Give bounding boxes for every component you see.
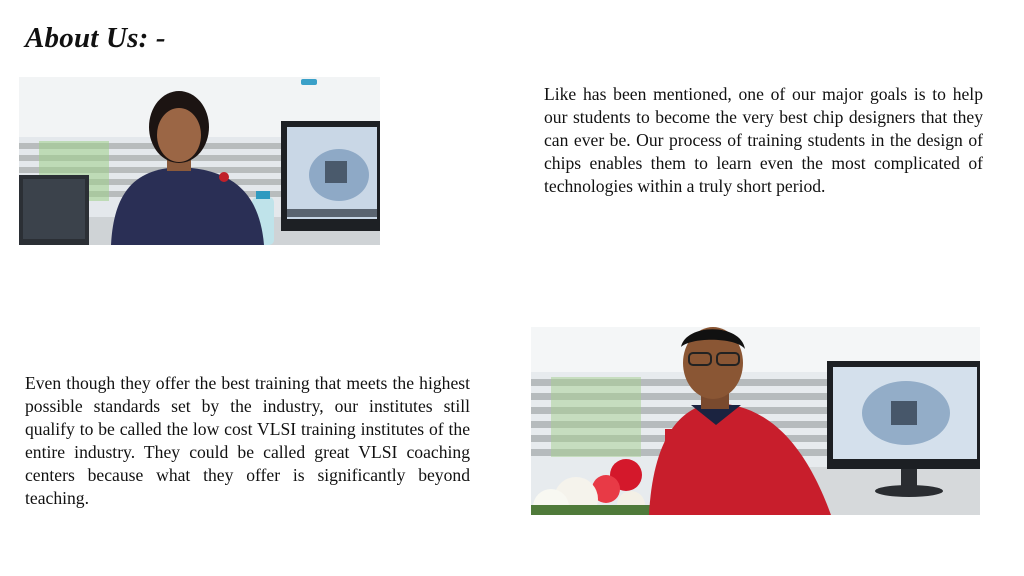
page-title: About Us: - [25,22,166,54]
paragraph-low-cost-training: Even though they offer the best training that meets the highest possible standards set by the industry, our institutes still qualify to be called the low cost VLSI training institutes of the entire industry. They could be called great VLSI coaching centers because what they offer is significantly beyond teaching. [25,373,470,508]
photo-woman-speaking [19,77,380,245]
paragraph-goals: Like has been mentioned, one of our major goals is to help our students to become the very best chip designers that they can ever be. Our process of training students in the design of chips enables them to learn even the most complicated of technologies within a truly short period. [544,84,983,196]
photo-man-speaking [531,327,980,515]
